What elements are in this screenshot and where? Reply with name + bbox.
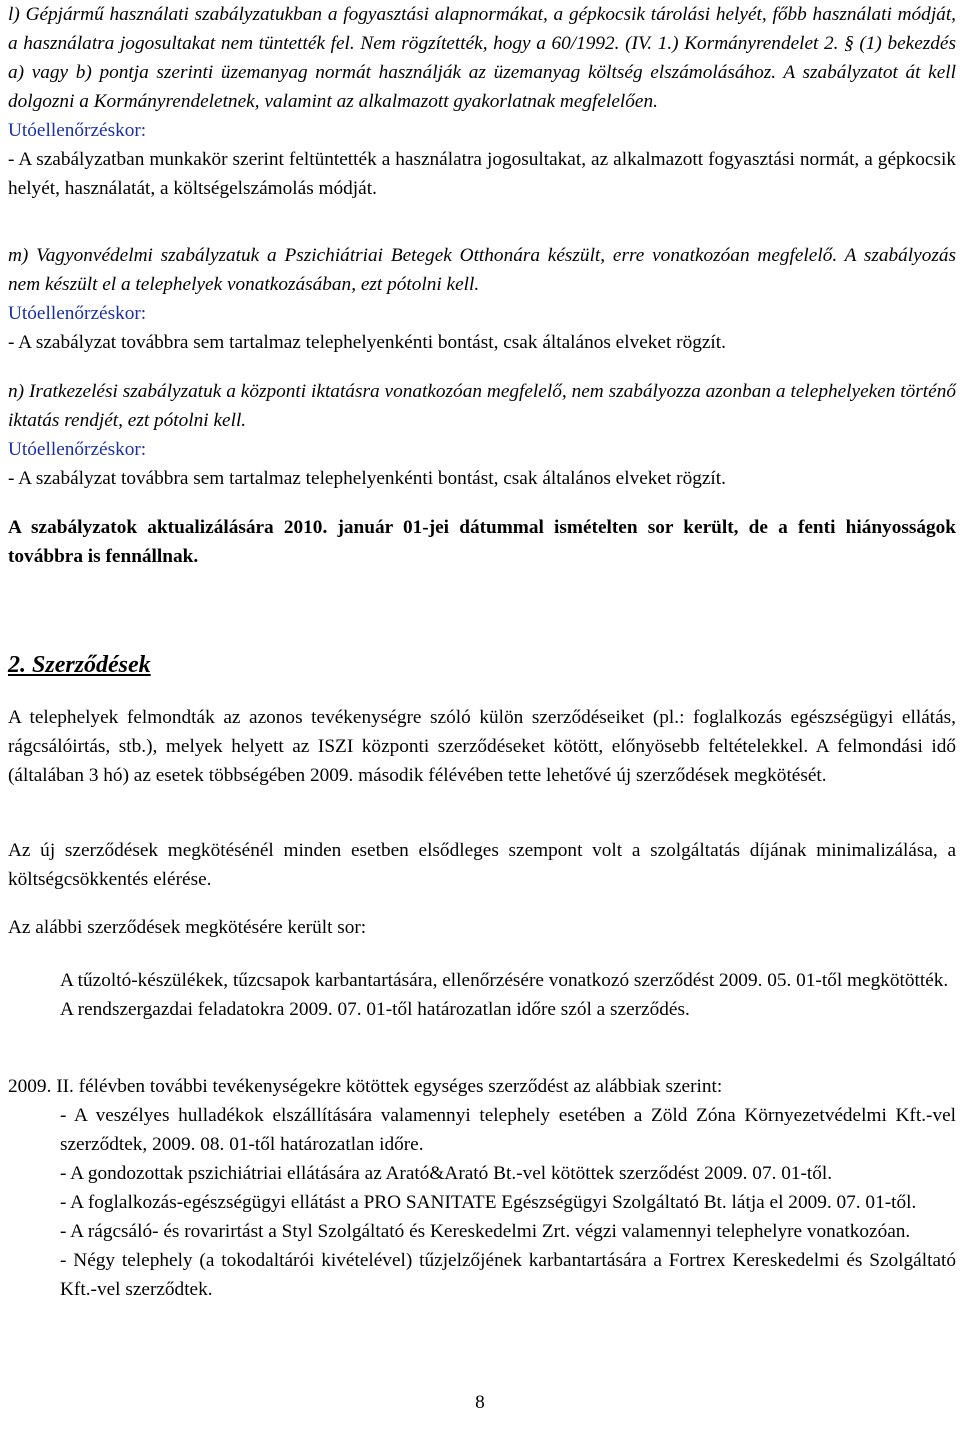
list-item: - A gondozottak pszichiátriai ellátására az Arató&Arató Bt.-vel kötöttek szerződést 2009. 07. 01-től.	[60, 1163, 833, 1184]
followup-label-l: Utóellenőrzéskor:	[8, 120, 147, 141]
paragraph-n: n) Iratkezelési szabályzatuk a központi iktatásra vonatkozóan megfelelő, nem szabályozza azonban a telephelyeken történő iktatás rendjét, ezt pótolni kell.	[8, 381, 956, 431]
followup-text-m: - A szabályzat továbbra sem tartalmaz telephelyenkénti bontást, csak általános elveket rögzít.	[8, 332, 726, 353]
section-n	[8, 377, 956, 493]
h2-intro-block	[8, 1072, 956, 1101]
followup-label-m: Utóellenőrzéskor:	[8, 303, 147, 324]
contract-fire-extinguisher: A tűzoltó-készülékek, tűzcsapok karbantartására, ellenőrzésére vonatkozó szerződést 2009. 05. 01-től megkötötték.	[60, 970, 949, 991]
section-2-para1	[8, 703, 956, 790]
list-item: - A rágcsáló- és rovarirtást a Styl Szolgáltató és Kereskedelmi Zrt. végzi valamennyi telephelyre vonatkozóan.	[60, 1221, 911, 1242]
section-2-para2	[8, 836, 956, 894]
page-number: 8	[475, 1392, 485, 1413]
page-title: 2. Szerződések	[8, 652, 151, 678]
paragraph-new-contracts: Az új szerződések megkötésénél minden esetben elsődleges szempont volt a szolgáltatás díjának minimalizálása, a költségcsökkentés elérése.	[8, 840, 956, 890]
list-item: - Négy telephely (a tokodaltárói kivételével) tűzjelzőjének karbantartására a Fortrex Kereskedelmi és Szolgáltató Kft.-vel szerződtek.	[60, 1250, 956, 1300]
section-m	[8, 241, 956, 357]
section-2-heading	[8, 650, 956, 680]
paragraph-l: l) Gépjármű használati szabályzatukban a fogyasztási alapnormákat, a gépkocsik tárolási helyét, főbb használati módját, a használatra jogosultakat nem tüntették fel. Nem rögzítették, hogy a 60/1992. (IV. 1.) Kormányrendelet 2. § (1) bekezdés a) vagy b) pontja szerinti üzemanyag normát használják az üzemanyag költség elszámolásához. A szabályzatot át kell dolgozni a Kormányrendeletnek, valamint az alkalmazott gyakorlatnak megfelelően.	[8, 4, 956, 112]
section-2-para3	[8, 913, 956, 942]
paragraph-termination: A telephelyek felmondták az azonos tevékenységre szóló külön szerződéseiket (pl.: foglalkozás egészségügyi ellátás, rágcsálóirtás, stb.), melyek helyett az ISZI központi szerződéseket kötött, előnyösebb feltételekkel. A felmondási idő (általában 3 hó) az esetek többségében 2009. második félévében tette lehetővé új szerződések megkötését.	[8, 707, 956, 786]
followup-text-n: - A szabályzat továbbra sem tartalmaz telephelyenkénti bontást, csak általános elveket rögzít.	[8, 468, 726, 489]
paragraph-m: m) Vagyonvédelmi szabályzatuk a Pszichiátriai Betegek Otthonára készült, erre vonatkozóan megfelelő. A szabályozás nem készült el a telephelyek vonatkozásában, ezt pótolni kell.	[8, 245, 956, 295]
followup-text-l: - A szabályzatban munkakör szerint feltüntették a használatra jogosultakat, az alkalmazott fogyasztási normát, a gépkocsik helyét, használatát, a költségelszámolás módját.	[8, 149, 956, 199]
followup-label-n: Utóellenőrzéskor:	[8, 439, 147, 460]
paragraph-h2-intro: 2009. II. félévben további tevékenységekre kötöttek egységes szerződést az alábbiak szerint:	[8, 1076, 723, 1097]
list-item: - A foglalkozás-egészségügyi ellátást a PRO SANITATE Egészségügyi Szolgáltató Bt. látja el 2009. 07. 01-től.	[60, 1192, 917, 1213]
summary-block	[8, 513, 956, 571]
contract-sysadmin: A rendszergazdai feladatokra 2009. 07. 01-től határozatlan időre szól a szerződés.	[60, 999, 690, 1020]
list-item: - A veszélyes hulladékok elszállítására valamennyi telephely esetében a Zöld Zóna Környezetvédelmi Kft.-vel szerződtek, 2009. 08. 01-től határozatlan időre.	[60, 1105, 956, 1155]
section-l	[8, 0, 956, 203]
paragraph-contracts-intro: Az alábbi szerződések megkötésére került sor:	[8, 917, 367, 938]
indented-contracts	[8, 966, 956, 1024]
contract-list	[8, 1101, 956, 1304]
summary-bold-text: A szabályzatok aktualizálására 2010. január 01-jei dátummal ismételten sor került, de a fenti hiányosságok továbbra is fennállnak.	[8, 517, 956, 567]
